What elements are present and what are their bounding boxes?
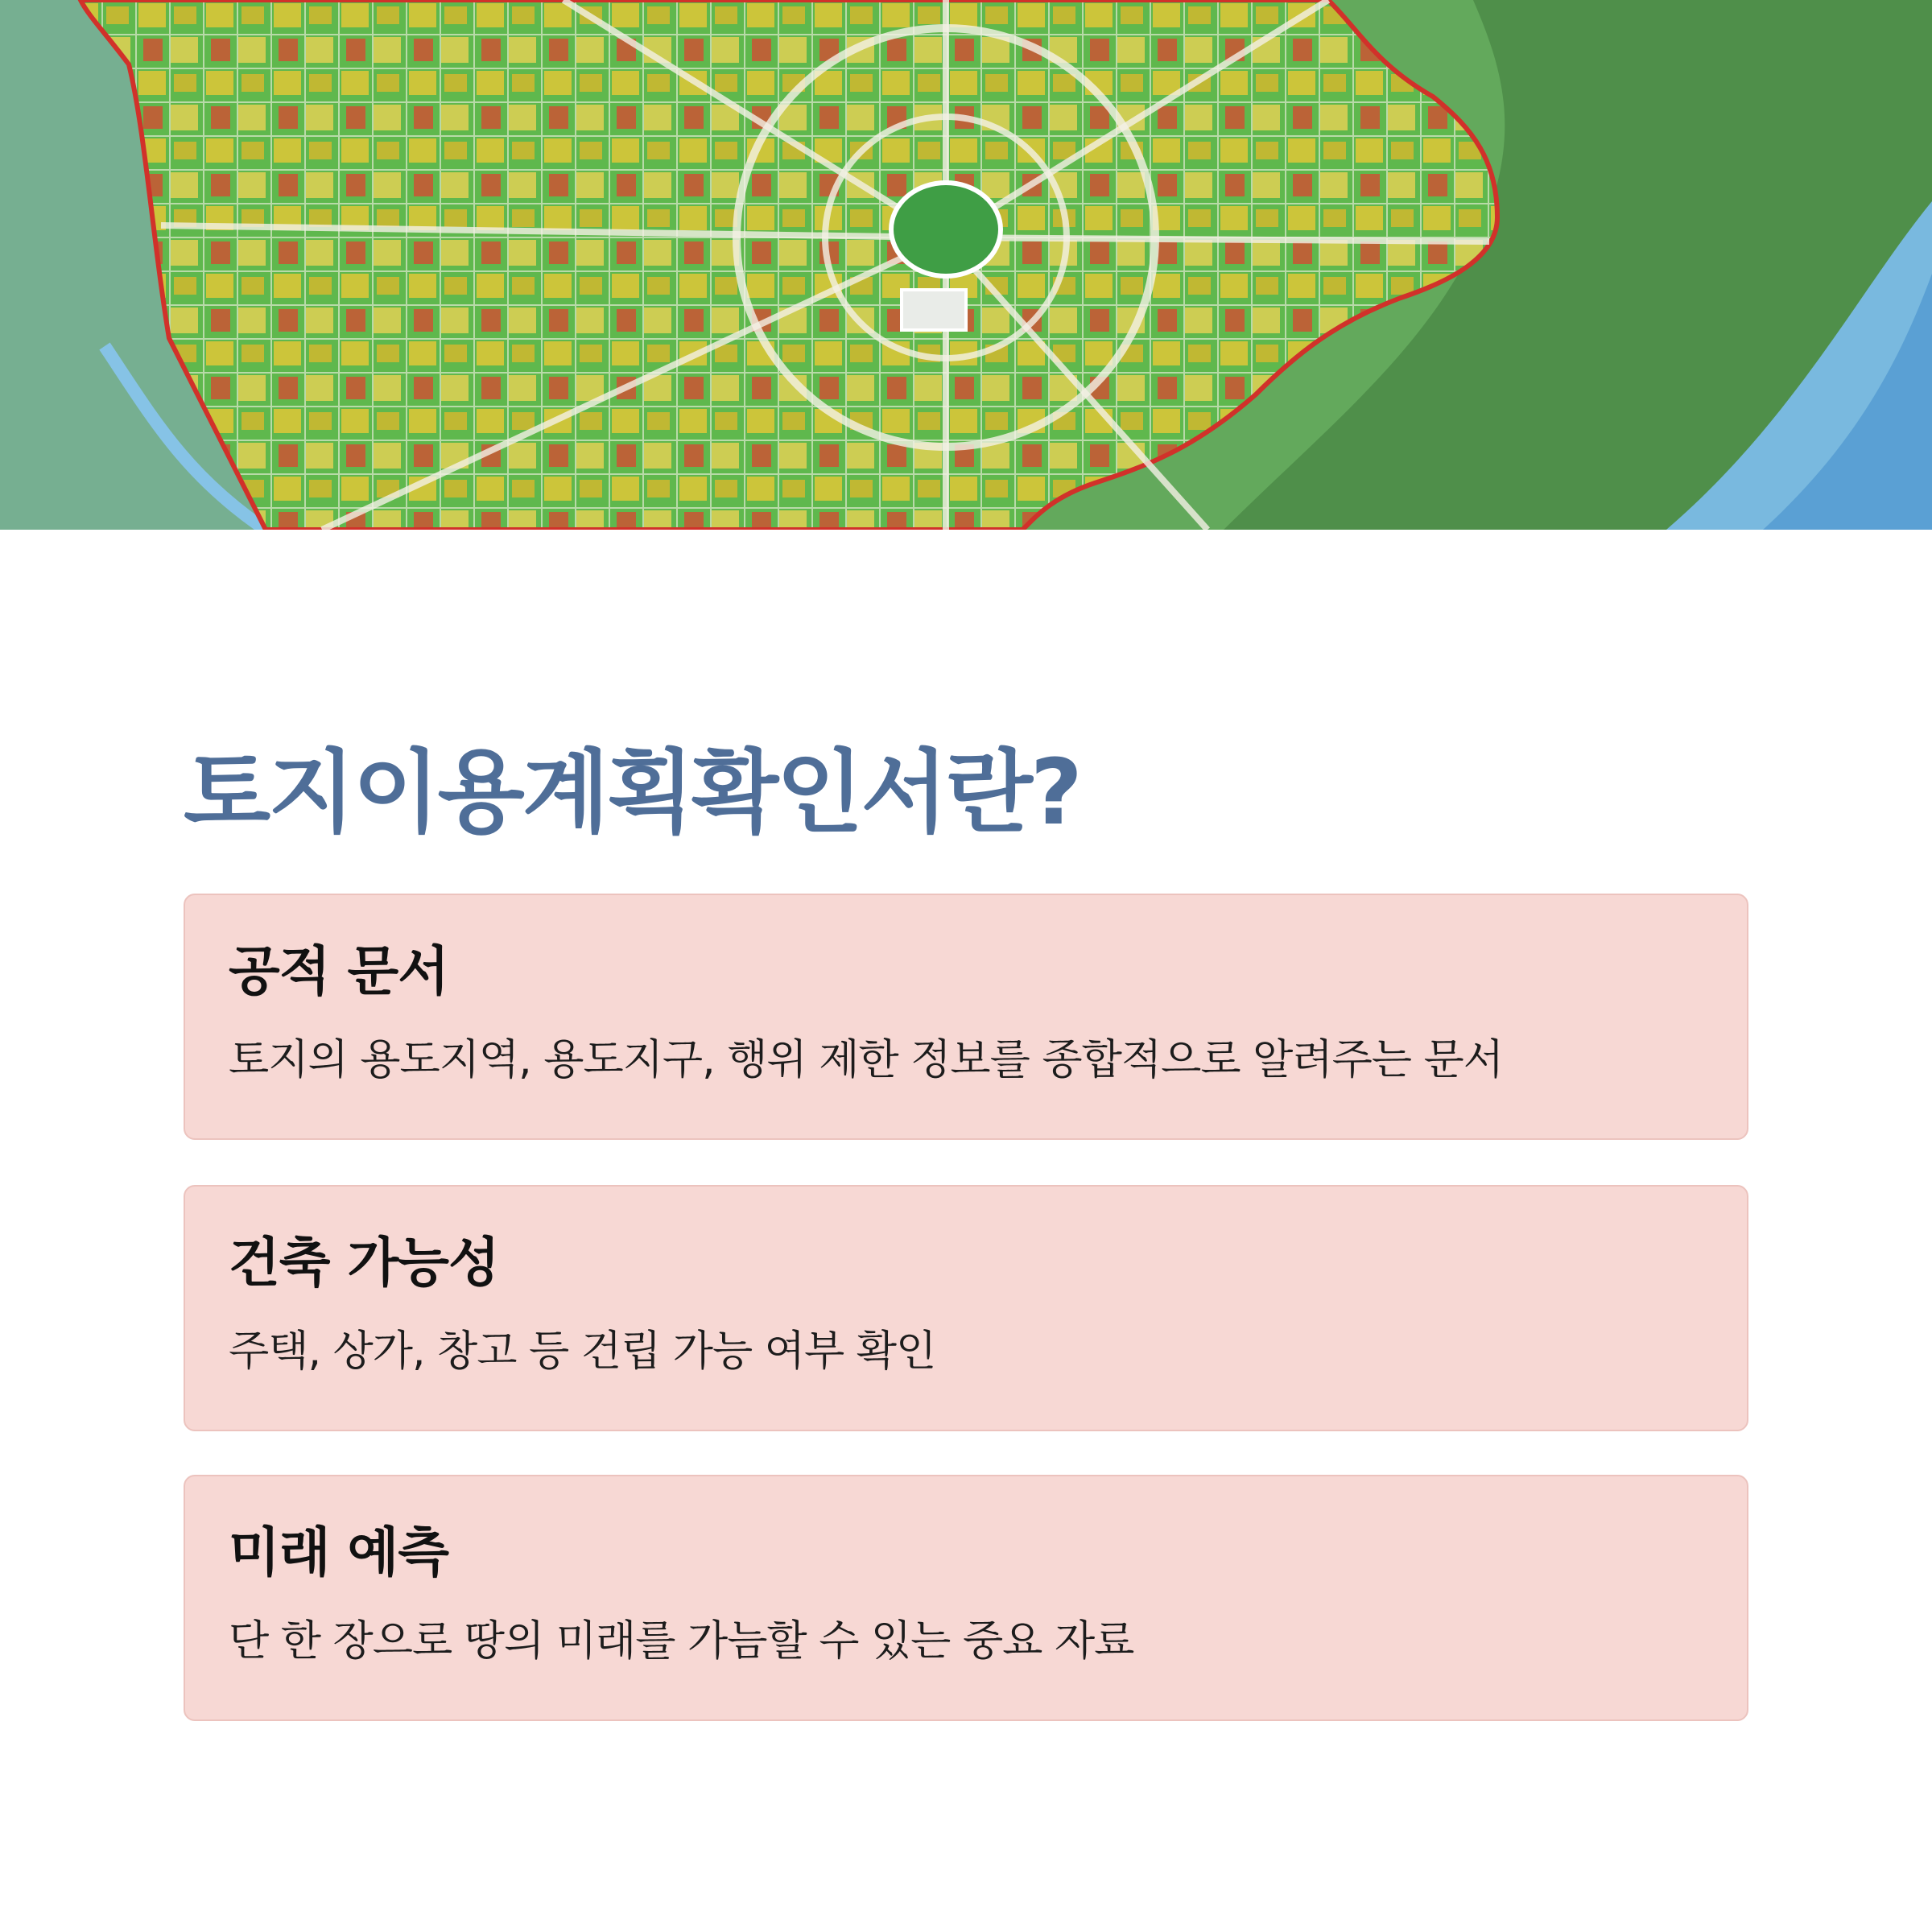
hero-map-image [0,0,1932,530]
info-card-future-prediction [184,1475,1748,1721]
card-title: 공적 문서 [229,940,449,1002]
card-description: 주택, 상가, 창고 등 건립 가능 여부 확인 [229,1327,936,1376]
card-description: 단 한 장으로 땅의 미래를 가늠할 수 있는 중요 자료 [229,1617,1134,1666]
central-park [891,183,1001,276]
land-use-map [0,0,1932,530]
card-title: 건축 가능성 [229,1232,499,1294]
card-description: 토지의 용도지역, 용도지구, 행위 제한 정보를 종합적으로 알려주는 문서 [229,1036,1504,1084]
stadium [902,290,966,330]
info-card-official-document [184,894,1748,1140]
page-title: 토지이용계획확인서란? [184,741,1080,845]
card-title: 미래 예측 [229,1521,449,1583]
info-card-building-possibility [184,1185,1748,1431]
